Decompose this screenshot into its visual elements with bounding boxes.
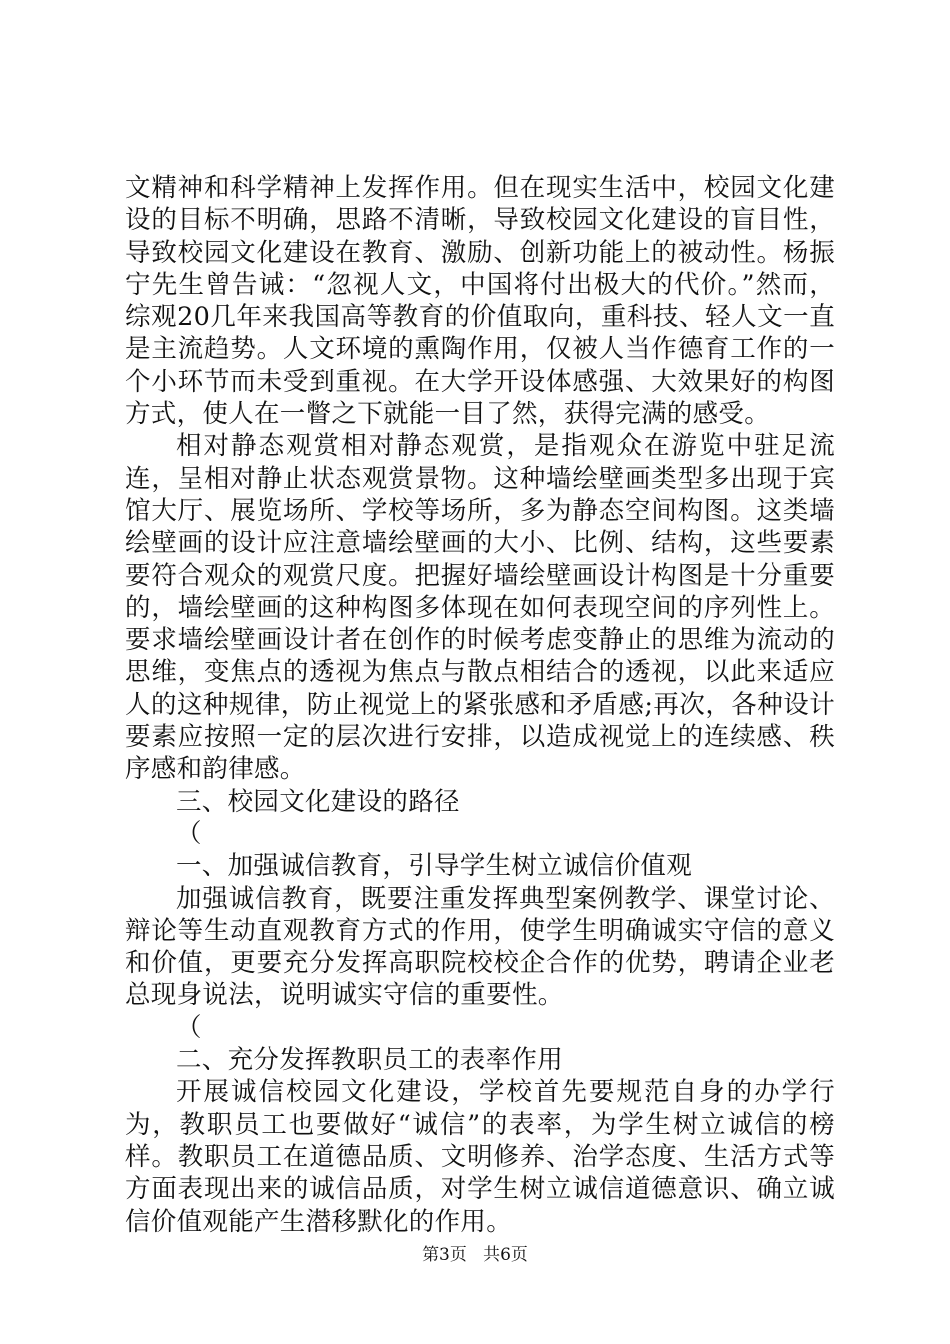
- page-total: 共6页: [483, 1245, 528, 1265]
- page-separator: [472, 1245, 477, 1265]
- paragraph: （: [176, 1012, 202, 1043]
- subsection-heading: 一、加强诚信教育，引导学生树立诚信价值观: [176, 851, 693, 882]
- page-number: 第3页: [422, 1245, 467, 1265]
- document-body: [125, 172, 835, 1238]
- subsection-heading: 二、充分发挥教职员工的表率作用: [176, 1045, 564, 1076]
- section-heading: 三、校园文化建设的路径: [176, 786, 460, 817]
- paragraph: 相对静态观赏相对静态观赏，是指观众在游览中驻足流连，呈相对静止状态观赏景物。这种墙绘壁画类型多出现于宾馆大厅、展览场所、学校等场所，多为静态空间构图。这类墙绘壁画的设计应注意墙绘壁画的大小、比例、结构，这些要素要符合观众的观赏尺度。把握好墙绘壁画设计构图是十分重要的，墙绘壁画的这种构图多体现在如何表现空间的序列性上。要求墙绘壁画设计者在创作的时候考虑变静止的思维为流动的思维，变焦点的透视为焦点与散点相结合的透视，以此来适应人的这种规律，防止视觉上的紧张感和矛盾感;再次，各种设计要素应按照一定的层次进行安排，以造成视觉上的连续感、秩序感和韵律感。: [125, 431, 835, 785]
- page-footer: [0, 1244, 950, 1266]
- paragraph: （: [176, 818, 202, 849]
- paragraph: 文精神和科学精神上发挥作用。但在现实生活中，校园文化建设的目标不明确，思路不清晰，导致校园文化建设的盲目性，导致校园文化建设在教育、激励、创新功能上的被动性。杨振宁先生曾告诫：“忽视人文，中国将付出极大的代价。”然而，综观20几年来我国高等教育的价值取向，重科技、轻人文一直是主流趋势。人文环境的熏陶作用，仅被人当作德育工作的一个小环节而未受到重视。在大学开设体感强、大效果好的构图方式，使人在一瞥之下就能一目了然，获得完满的感受。: [125, 173, 835, 430]
- paragraph: 加强诚信教育，既要注重发挥典型案例教学、课堂讨论、辩论等生动直观教育方式的作用，使学生明确诚实守信的意义和价值，更要充分发挥高职院校校企合作的优势，聘请企业老总现身说法，说明诚实守信的重要性。: [125, 883, 835, 1011]
- paragraph: 开展诚信校园文化建设，学校首先要规范自身的办学行为，教职员工也要做好“诚信”的表率，为学生树立诚信的榜样。教职员工在道德品质、文明修养、治学态度、生活方式等方面表现出来的诚信品质，对学生树立诚信道德意识、确立诚信价值观能产生潜移默化的作用。: [125, 1077, 835, 1237]
